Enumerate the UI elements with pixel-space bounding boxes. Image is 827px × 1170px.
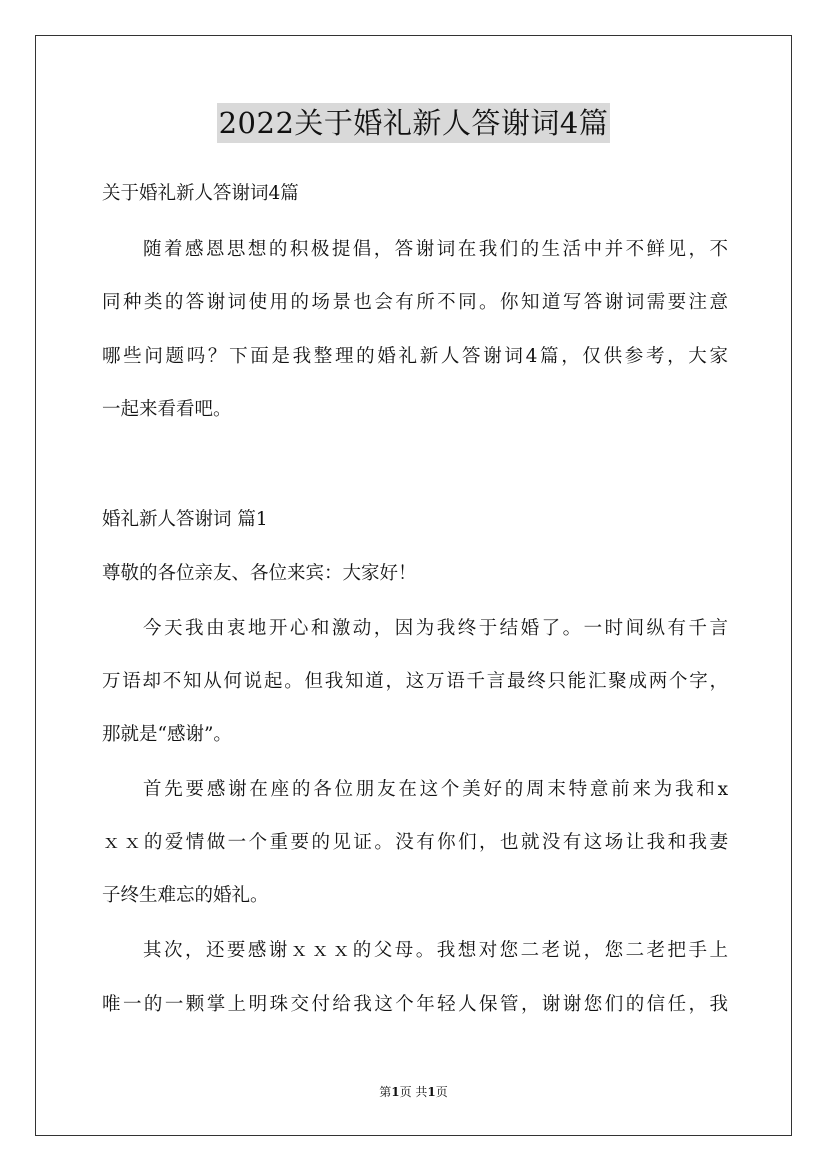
intro-line-4: 一起来看看吧。 bbox=[102, 399, 232, 420]
page-footer bbox=[0, 1084, 827, 1100]
footer-suffix: 页 bbox=[435, 1085, 448, 1099]
para3-line-1: 其次，还要感谢ｘｘｘ的父母。我想对您二老说，您二老把手上 bbox=[143, 940, 728, 961]
para2-line-2: ｘｘ的爱情做一个重要的见证。没有你们，也就没有这场让我和我妻 bbox=[102, 832, 728, 853]
footer-middle: 页 共 bbox=[399, 1085, 428, 1099]
para2-line-3: 子终生难忘的婚礼。 bbox=[102, 885, 269, 906]
document-title: 2022关于婚礼新人答谢词4篇 bbox=[217, 103, 611, 143]
greeting-line: 尊敬的各位亲友、各位来宾：大家好！ bbox=[102, 563, 417, 584]
para2-line-1: 首先要感谢在座的各位朋友在这个美好的周末特意前来为我和x bbox=[143, 779, 728, 800]
footer-total-pages: 1 bbox=[427, 1085, 436, 1099]
intro-line-3: 哪些问题吗？下面是我整理的婚礼新人答谢词4篇，仅供参考，大家 bbox=[102, 346, 728, 367]
section-heading: 婚礼新人答谢词 篇1 bbox=[102, 509, 268, 530]
para1-line-3: 那就是“感谢”。 bbox=[102, 724, 232, 745]
footer-page-number: 1 bbox=[391, 1085, 400, 1099]
footer-prefix: 第 bbox=[379, 1085, 392, 1099]
title-block bbox=[0, 103, 827, 143]
para1-line-2: 万语却不知从何说起。但我知道，这万语千言最终只能汇聚成两个字， bbox=[102, 671, 728, 692]
para3-line-2: 唯一的一颗掌上明珠交付给我这个年轻人保管，谢谢您们的信任，我 bbox=[102, 994, 728, 1015]
para1-line-1: 今天我由衷地开心和激动，因为我终于结婚了。一时间纵有千言 bbox=[143, 618, 728, 639]
document-subtitle: 关于婚礼新人答谢词4篇 bbox=[102, 183, 299, 204]
intro-line-2: 同种类的答谢词使用的场景也会有所不同。你知道写答谢词需要注意 bbox=[102, 292, 728, 313]
intro-line-1: 随着感恩思想的积极提倡，答谢词在我们的生活中并不鲜见，不 bbox=[143, 239, 728, 260]
